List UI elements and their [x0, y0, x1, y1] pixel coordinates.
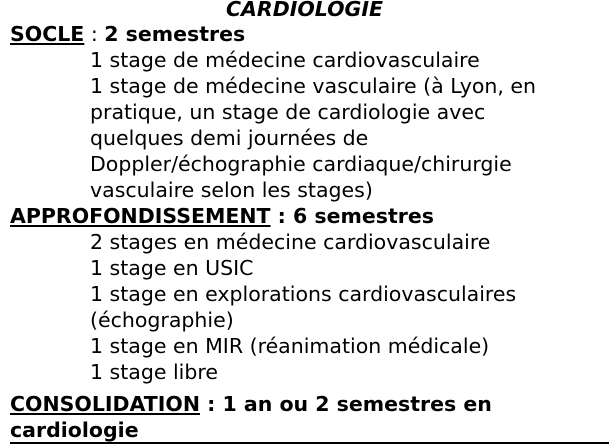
list-item: 1 stage en explorations cardiovasculaires — [90, 281, 517, 306]
list-item: 1 stage en MIR (réanimation médicale) — [90, 333, 490, 358]
list-item: 1 stage libre — [90, 359, 218, 384]
section-consolidation-continuation: cardiologie — [10, 418, 139, 442]
list-item: 1 stage de médecine vasculaire (à Lyon, en — [90, 73, 537, 98]
list-item: 1 stage de médecine cardiovasculaire — [90, 48, 480, 72]
list-item: pratique, un stage de cardiologie avec — [90, 99, 486, 124]
bottom-rule — [10, 442, 609, 444]
list-item: (échographie) — [90, 307, 234, 332]
section-socle-heading — [10, 22, 609, 48]
section-socle-separator: : — [84, 22, 105, 46]
section-approfondissement-separator: : — [270, 204, 293, 228]
section-socle-duration: 2 semestres — [104, 22, 246, 46]
list-item: Doppler/échographie cardiaque/chirurgie — [90, 151, 512, 176]
section-consolidation-label: CONSOLIDATION — [10, 392, 200, 416]
section-socle-list — [90, 48, 609, 203]
list-item: vasculaire selon les stages) — [90, 177, 373, 202]
section-consolidation-separator: : — [200, 392, 223, 416]
document-title: CARDIOLOGIE — [226, 0, 383, 21]
section-approfondissement-heading — [10, 204, 609, 230]
list-item: 1 stage en USIC — [90, 255, 254, 280]
section-approfondissement-list — [90, 230, 609, 385]
list-item: quelques demi journées de — [90, 125, 369, 150]
section-consolidation-heading — [10, 392, 609, 418]
section-approfondissement-duration: 6 semestres — [293, 204, 434, 228]
section-socle-label: SOCLE — [10, 22, 85, 46]
section-approfondissement-label: APPROFONDISSEMENT — [10, 204, 271, 228]
list-item: 2 stages en médecine cardiovasculaire — [90, 230, 491, 254]
section-consolidation-duration: 1 an ou 2 semestres en — [222, 392, 492, 416]
